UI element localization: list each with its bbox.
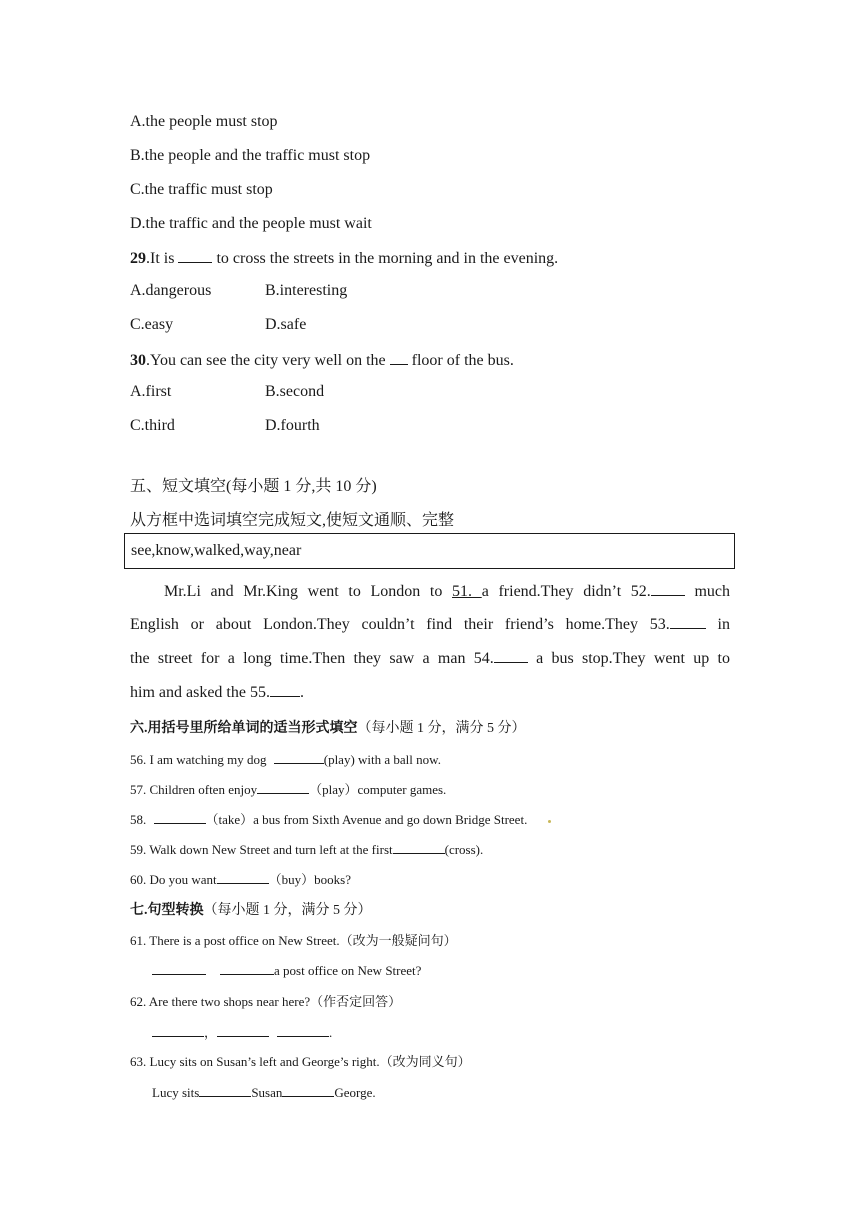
- q30-option-c: C.third: [130, 417, 175, 434]
- answer-blank: [152, 960, 206, 975]
- section7-title: 七.句型转换（每小题 1 分，满分 5 分）: [130, 903, 372, 918]
- q28-option-d: D.the traffic and the people must wait: [130, 215, 372, 232]
- q29-number: 29: [130, 250, 146, 267]
- section6-title: 六.用括号里所给单词的适当形式填空（每小题 1 分，满分 5 分）: [130, 721, 526, 736]
- answer-blank: [154, 809, 206, 824]
- answer-blank: [257, 779, 309, 794]
- blank-53: [670, 614, 706, 629]
- q29-stem: 29.It is to cross the streets in the morning and in the evening.: [130, 250, 559, 267]
- q57: 57. Children often enjoy （play）computer games.: [130, 779, 446, 798]
- q30-option-a: A.first: [130, 383, 172, 400]
- q29-option-a: A.dangerous: [130, 282, 212, 299]
- answer-blank: [393, 839, 445, 854]
- answer-blank: [220, 960, 274, 975]
- q28-option-c: C.the traffic must stop: [130, 181, 273, 198]
- passage-line-4: him and asked the 55. .: [130, 684, 304, 701]
- answer-blank: [217, 1022, 269, 1037]
- q62: 62. Are there two shops near here?（作否定回答）: [130, 994, 402, 1009]
- q59: 59. Walk down New Street and turn left at the first (cross).: [130, 839, 483, 858]
- q30-option-d: D.fourth: [265, 417, 320, 434]
- answer-blank: [282, 1082, 334, 1097]
- answer-blank: [274, 749, 324, 764]
- word-box-text: see,know,walked,way,near: [131, 542, 302, 559]
- passage-line-2: English or about London.They couldn’t find their friend’s home.They 53. in: [130, 616, 730, 633]
- blank-52: [651, 581, 685, 596]
- q28-option-a: A.the people must stop: [130, 113, 278, 130]
- answer-blank: [152, 1022, 204, 1037]
- word-box: [124, 533, 735, 569]
- q58: 58. （take）a bus from Sixth Avenue and go down Bridge Street.: [130, 809, 527, 828]
- q30-stem: 30.You can see the city very well on the floor of the bus.: [130, 352, 514, 369]
- q29-option-d: D.safe: [265, 316, 307, 333]
- q30-number: 30: [130, 352, 146, 369]
- answer-blank: [199, 1082, 251, 1097]
- answer-blank: [277, 1022, 329, 1037]
- blank-51: 51.: [452, 583, 482, 600]
- q61-answer: a post office on New Street?: [152, 960, 421, 979]
- q29-option-c: C.easy: [130, 316, 174, 333]
- q28-option-b: B.the people and the traffic must stop: [130, 147, 371, 164]
- q56: 56. I am watching my dog (play) with a ball now.: [130, 749, 441, 768]
- q61: 61. There is a post office on New Street.（改为一般疑问句）: [130, 933, 457, 948]
- answer-blank: [217, 869, 269, 884]
- q60: 60. Do you want （buy）books?: [130, 869, 351, 888]
- q62-answer: ， .: [152, 1022, 332, 1041]
- passage-line-3: the street for a long time.Then they saw a man 54. a bus stop.They went up to: [130, 650, 730, 667]
- blank-54: [494, 648, 528, 663]
- answer-blank: [390, 350, 408, 365]
- section5-instruction: 从方框中选词填空完成短文,使短文通顺、完整: [130, 512, 455, 529]
- section5-title: 五、短文填空(每小题 1 分,共 10 分): [130, 478, 377, 495]
- q30-option-b: B.second: [265, 383, 325, 400]
- q29-option-b: B.interesting: [265, 282, 348, 299]
- stray-mark: [548, 820, 551, 823]
- q63-answer: Lucy sits Susan George.: [152, 1082, 376, 1101]
- passage-line-1: Mr.Li and Mr.King went to London to 51. a friend.They didn’t 52. much: [164, 583, 731, 600]
- q63: 63. Lucy sits on Susan’s left and George’s right.（改为同义句）: [130, 1054, 471, 1069]
- blank-55: [270, 682, 300, 697]
- answer-blank: [178, 248, 212, 263]
